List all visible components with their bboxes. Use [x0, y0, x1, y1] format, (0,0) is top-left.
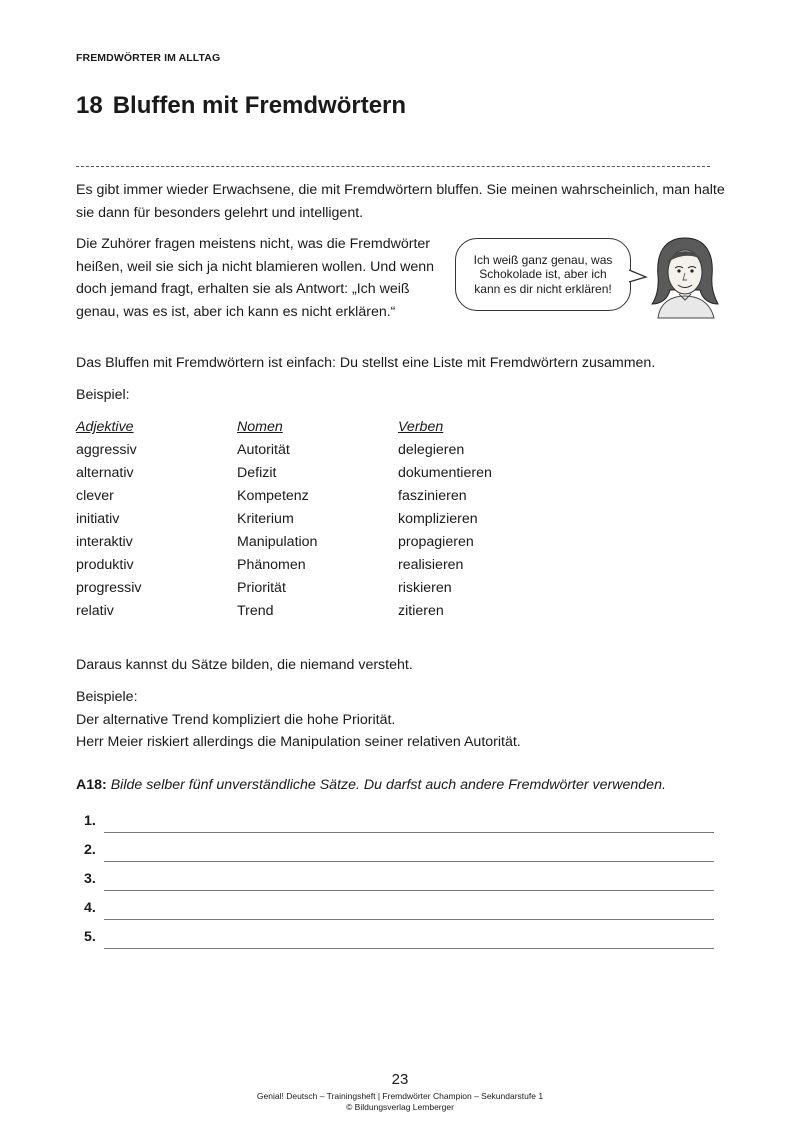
section-header: FREMDWÖRTER IM ALLTAG [76, 52, 221, 64]
word: delegieren [398, 442, 465, 458]
word: propagieren [398, 534, 474, 550]
word-column-nouns [237, 416, 317, 623]
answer-line-5[interactable] [76, 929, 716, 953]
word: komplizieren [398, 511, 478, 527]
page-title [76, 92, 406, 120]
task-label: A18: [76, 777, 107, 793]
word: alternativ [76, 465, 134, 481]
answer-number: 4. [84, 900, 96, 916]
example-label: Beispiel: [76, 387, 130, 403]
girl-portrait-icon [644, 232, 726, 320]
answer-rule [104, 832, 714, 833]
speech-bubble-text: Ich weiß ganz genau, was Schokolade ist, aber ich kann es dir nicht erklären! [473, 252, 613, 296]
paragraph-2: Die Zuhörer fragen meistens nicht, was die Fremdwörter heißen, weil sie sich ja nicht blamieren wollen. Und wenn doch jemand fragt, erhalten sie als Antwort: „Ich weiß genau, was es ist, aber ich kann es nicht erklären.“ [76, 236, 435, 320]
dashed-divider [76, 166, 710, 167]
answer-line-4[interactable] [76, 900, 716, 924]
word: Defizit [237, 465, 277, 481]
task-text: Bilde selber fünf unverständliche Sätze. Du darfst auch andere Fremdwörter verwenden. [110, 777, 666, 793]
page-number: 23 [391, 1071, 409, 1088]
word-column-verbs [398, 416, 492, 623]
answer-number: 5. [84, 929, 96, 945]
answer-line-1[interactable] [76, 813, 716, 837]
example-sentence: Der alternative Trend kompliziert die hohe Priorität. [76, 711, 396, 728]
answer-rule [104, 861, 714, 862]
examples-block [76, 686, 756, 754]
word: zitieren [398, 603, 444, 619]
word: realisieren [398, 557, 464, 573]
speech-bubble [455, 238, 631, 311]
answer-line-2[interactable] [76, 842, 716, 866]
paragraph-4: Daraus kannst du Sätze bilden, die niemand versteht. [76, 657, 413, 673]
footer-copyright: © Bildungsverlag Lemberger [346, 1102, 454, 1112]
lesson-title: Bluffen mit Fremdwörtern [112, 92, 407, 119]
word: riskieren [398, 580, 452, 596]
answer-line-3[interactable] [76, 871, 716, 895]
column-heading: Nomen [237, 419, 283, 435]
word: Manipulation [237, 534, 318, 550]
answer-number: 3. [84, 871, 96, 887]
word: dokumentieren [398, 465, 492, 481]
column-heading: Adjektive [76, 419, 134, 435]
lesson-number: 18 [76, 92, 103, 119]
word: Trend [237, 603, 274, 619]
word-column-adjectives [76, 416, 141, 623]
answer-number: 1. [84, 813, 96, 829]
word: Kriterium [237, 511, 294, 527]
word: interaktiv [76, 534, 133, 550]
answer-number: 2. [84, 842, 96, 858]
answer-rule [104, 919, 714, 920]
intro-paragraph: Es gibt immer wieder Erwachsene, die mit Fremdwörtern bluffen. Sie meinen wahrscheinlich, man halte sie dann für besonders gelehrt und intelligent. [76, 182, 725, 221]
word: Priorität [237, 580, 286, 596]
answer-rule [104, 890, 714, 891]
examples-label: Beispiele: [76, 689, 138, 705]
paragraph-3: Das Bluffen mit Fremdwörtern ist einfach: Du stellst eine Liste mit Fremdwörtern zusammen. [76, 355, 656, 371]
word: Autorität [237, 442, 290, 458]
example-sentence: Herr Meier riskiert allerdings die Manipulation seiner relativen Autorität. [76, 734, 521, 750]
column-heading: Verben [398, 419, 444, 435]
word: progressiv [76, 580, 142, 596]
word: relativ [76, 603, 114, 619]
word: initiativ [76, 511, 120, 527]
word: faszinieren [398, 488, 467, 504]
word: produktiv [76, 557, 134, 573]
word: clever [76, 488, 114, 504]
task-instruction [76, 774, 666, 796]
answer-rule [104, 948, 714, 949]
word: aggressiv [76, 442, 137, 458]
word: Phänomen [237, 557, 306, 573]
footer-publication: Genial! Deutsch – Trainingsheft | Fremdwörter Champion – Sekundarstufe 1 [256, 1091, 544, 1101]
word: Kompetenz [237, 488, 309, 504]
